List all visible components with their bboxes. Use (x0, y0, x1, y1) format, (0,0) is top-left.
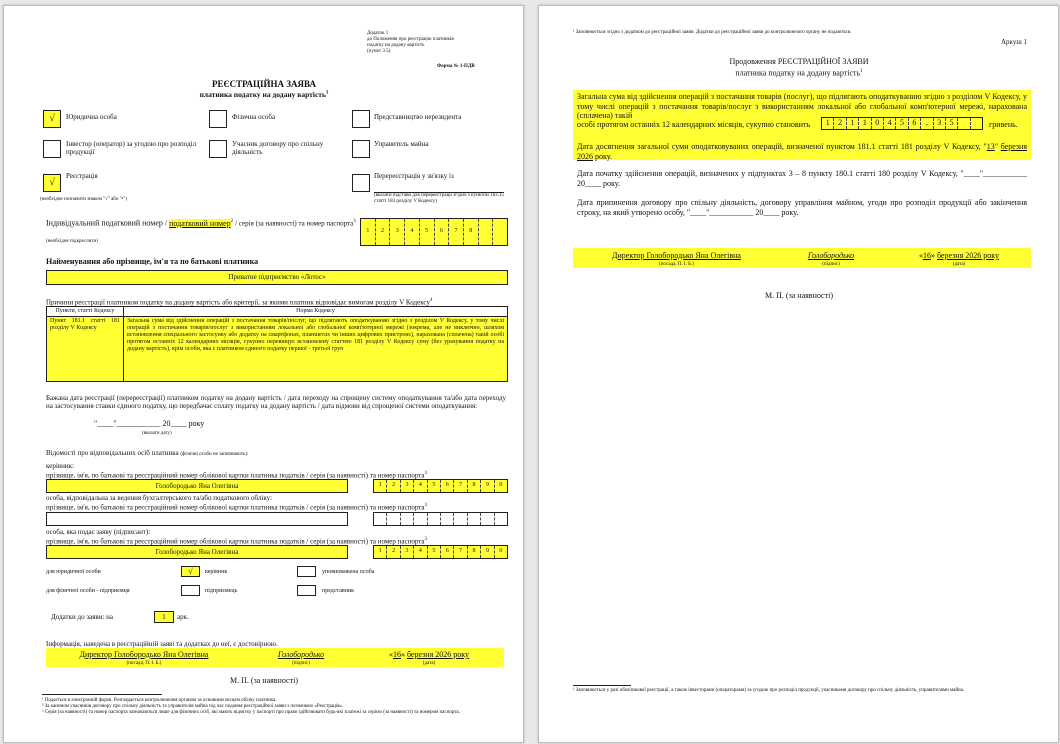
registration-checkbox[interactable]: √ (43, 174, 61, 192)
property-manager-label: Управитель майна (374, 140, 429, 148)
digit-cell[interactable]: 3 (390, 219, 405, 245)
signer-name-field[interactable]: Голобородько Яна Олегівна (46, 545, 348, 559)
digit-cell[interactable]: 4 (405, 219, 420, 245)
digit-cell[interactable]: 2 (387, 480, 400, 492)
continuation-title: Продовження РЕЄСТРАЦІЙНОЇ ЗАЯВИ (729, 57, 869, 66)
digit-cell[interactable] (401, 513, 414, 525)
digit-cell[interactable]: 8 (468, 480, 481, 492)
digit-cell[interactable] (479, 219, 494, 245)
signature[interactable]: Голобородько (277, 650, 325, 659)
continuation-subtitle: платника податку на додану вартість$^1$ (735, 68, 863, 78)
signer-passport-input[interactable] (373, 545, 508, 559)
caption-date-2: (дата) (952, 262, 966, 267)
signature-date-2[interactable]: «16» березня 2026 року (918, 251, 1000, 260)
digit-cell[interactable] (481, 513, 494, 525)
form-title: РЕЄСТРАЦІЙНА ЗАЯВА (212, 79, 316, 89)
cell-articles[interactable]: Пункт 181.1 статті 181 розділу V Кодексу (47, 317, 124, 382)
digit-cell[interactable] (971, 118, 982, 129)
individual-label: Фізична особа (232, 113, 276, 121)
digit-cell[interactable] (958, 118, 970, 129)
form-number: Форма № 1-ПДВ (437, 64, 475, 69)
digit-cell[interactable]: 9 (481, 480, 494, 492)
digit-cell[interactable] (468, 513, 481, 525)
termination-text[interactable]: Дата припинення договору про спільну діяльність, договору управління майном, угоди про розподіл продукції або закінчення строку, на який утворено особу, "____"___________ 20____ року. (577, 198, 1027, 217)
desired-date-input[interactable]: "____"___________ 20____ року (94, 419, 205, 428)
for-legal-label: для юридичної особи (46, 569, 101, 575)
caption-position: (посада, П. І. Б.) (126, 661, 162, 666)
officials-label: Відомості про відповідальних осіб платника (фізичні особи не заповнюють): (46, 449, 249, 457)
reregistration-checkbox[interactable] (352, 174, 370, 192)
investor-checkbox[interactable] (43, 140, 61, 158)
reregistration-label: Перереєстрація у зв'язку із (374, 172, 454, 180)
signer-position-2[interactable]: Директор Голобородько Яна Олегівна (612, 251, 741, 260)
digit-cell[interactable]: 8 (464, 219, 479, 245)
digit-cell[interactable] (387, 513, 400, 525)
accountant-name-field[interactable] (46, 512, 348, 526)
reach-date-text: Дата досягнення загальної суми оподатковуваних операцій, визначеної пунктом 181.1 статті 181 розділу V Кодексу, "13" березня 2026 року. (577, 142, 1028, 161)
digit-cell[interactable]: 2 (387, 546, 400, 558)
registration-label: Реєстрація (66, 172, 98, 180)
digit-cell[interactable]: , (921, 118, 933, 129)
payer-name-field[interactable]: Приватне підприємство «Лотос» (46, 270, 508, 285)
digit-cell[interactable]: 5 (428, 546, 441, 558)
digit-cell[interactable]: 2 (834, 118, 846, 129)
top-note: ¹ Заповнюється згідно з додатком до реєстраційної заяви. Додатки до реєстраційної заяви до контролюючого органу не подаються. (573, 30, 852, 35)
accountant-passport-input[interactable] (373, 512, 508, 526)
footnote-2: ¹ Заповнюється у разі обов'язкової реєстрації, а також інвесторами (операторами) за угодою про розподіл продукції, учасниками договору про спільну діяльність, управителями майна. (573, 688, 965, 693)
digit-cell[interactable]: 0 (872, 118, 884, 129)
digit-cell[interactable] (414, 513, 427, 525)
payer-name-label: Найменування або прізвище, ім'я та по батькові платника (46, 257, 259, 266)
digit-cell[interactable]: 1 (859, 118, 871, 129)
digit-cell[interactable]: 6 (909, 118, 921, 129)
caption-signature: (підпис) (292, 661, 310, 666)
entrepreneur-checkbox[interactable] (181, 585, 200, 596)
digit-cell[interactable]: 1 (374, 480, 387, 492)
desired-date-label: Бажана дата реєстрації (перереєстрації) платником податку на додану вартість / дата переходу на спрощену систему оподаткування та/або дата переходу на застосування ставки єдиного податку, що передбачає сплату податку на додану вартість / дата відмови від спрощеної системи оподаткування: (46, 394, 506, 410)
digit-cell[interactable]: 1 (374, 546, 387, 558)
digit-cell[interactable]: 5 (420, 219, 435, 245)
head-label: керівник: (46, 462, 74, 470)
total-sum-currency: гривень. (989, 120, 1018, 129)
digit-cell[interactable] (441, 513, 454, 525)
col-header-articles: Пункти, статті Кодексу (47, 307, 124, 317)
accountant-label: особа, відповідальна за ведення бухгалтерського та/або податкового обліку: (46, 494, 273, 502)
digit-cell[interactable]: 5 (896, 118, 908, 129)
reregistration-note: (вказати підстави для перереєстрації згідно з пунктом 183.15 статті 183 розділу V Кодексу) (374, 193, 504, 204)
cell-norm[interactable]: Загальна сума від здійснення операцій з постачання товарів/послуг, що підлягають оподаткуванню згідно з розділом V Кодексу, у тому числі операцій з постачання товарів/послуг з використанням локальної або глобальної комп'ютерної мережі (зокрема, але не виключно, шляхом встановлення спеціального застосунку або додатку на смартфонах, планшетах чи інших цифрових пристроях), нарахована (сплачена) такій особі протягом останніх 12 календарних місяців, сукупно перевищує встановлену статтею 181 розділу V Кодексу суму (без урахування податку на додану вартість), крім особи, яка є платником єдиного податку першої - третьої груп (124, 317, 508, 382)
digit-cell[interactable] (454, 513, 467, 525)
digit-cell[interactable]: 4 (884, 118, 896, 129)
tax-id-input[interactable] (360, 218, 508, 246)
for-individual-label: для фізичної особи - підприємця (46, 588, 130, 594)
digit-cell[interactable]: 0 (499, 548, 503, 554)
digit-cell[interactable]: 7 (449, 219, 464, 245)
digit-cell[interactable]: 9 (481, 546, 494, 558)
digit-cell[interactable]: 5 (946, 118, 958, 129)
stamp-placeholder: М. П. (за наявності) (230, 676, 298, 685)
head-role-label: керівник (205, 569, 228, 575)
total-sum-tail: особі протягом останніх 12 календарних місяців, сукупно становить (577, 120, 811, 129)
entrepreneur-label: підприємець (205, 588, 238, 594)
representative-label: представник (322, 588, 355, 594)
digit-cell[interactable]: 3 (401, 546, 414, 558)
authorized-role-checkbox[interactable] (297, 566, 316, 577)
signer-label: особа, яка подає заяву (підписант): (46, 528, 151, 536)
digit-cell[interactable]: 3 (934, 118, 946, 129)
digit-cell[interactable]: 1 (822, 118, 834, 129)
head-name-field[interactable]: Голобородько Яна Олегівна (46, 479, 348, 493)
digit-cell[interactable]: 3 (401, 480, 414, 492)
desired-date-note: (вказати дату) (142, 431, 172, 436)
check-instruction: (необхідне позначити знаком "√" або "•") (40, 197, 128, 202)
footnote-divider-2 (573, 685, 631, 686)
individual-checkbox[interactable] (209, 110, 227, 128)
footnotes: ¹ Подається в електронній формі. Розглядається контролюючим органом за основним місцем обліку платника. ² За канином учасників договору про спільну діяльність та управителів майна під час подання реєстраційної заяви з позначкою «Реєстрація». ³ Серія (за наявності) та номер паспорта зазначаються лише для фізичних осіб, які мають відмітку у паспорті про право здійснювати будь-які платежі за серією (за наявності) та номером паспорта. (42, 698, 460, 715)
digit-cell[interactable]: 8 (468, 546, 481, 558)
form-subtitle: платника податку на додану вартість$^1$ (199, 90, 329, 99)
digit-cell[interactable]: 5 (428, 480, 441, 492)
reliability-statement: Інформація, наведена в реєстраційній заяві та додатках до неї, є достовірною. (46, 640, 278, 648)
signer-row-label: прізвище, ім'я, по батькові та реєстраційний номер облікової картки платника податків / серія (за наявності) та номер паспорта$^3$ (46, 537, 428, 546)
stamp-placeholder-2: М. П. (за наявності) (765, 291, 833, 300)
digit-cell[interactable]: 2 (376, 219, 391, 245)
tax-id-note: (необхідне підкреслити) (46, 239, 98, 244)
operations-start-text[interactable]: Дата початку здійснення операцій, визначених у підпунктах 3 – 8 пункту 180.1 статті 180 розділу V Кодексу, "____"___________ 20____ року. (577, 169, 1027, 188)
nonresident-label: Представництво нерезидента (374, 113, 462, 121)
total-sum-input[interactable] (821, 117, 983, 130)
digit-cell[interactable]: 1 (361, 219, 376, 245)
total-sum-text: Загальна сума від здійснення операцій з постачання товарів (послуг), що підлягають оподаткуванню згідно з розділом V Кодексу, у тому числі операцій з постачання товарів/послуг з використанням локальної або глобальної комп'ютерної мережі, нарахована (сплачена) такій (577, 92, 1027, 120)
head-passport-input[interactable] (373, 479, 508, 493)
caption-date: (дата) (422, 661, 436, 666)
caption-signature-2: (підпис) (822, 262, 840, 267)
digit-cell[interactable] (493, 219, 507, 245)
digit-cell[interactable]: 6 (441, 480, 454, 492)
digit-cell[interactable]: 7 (454, 546, 467, 558)
form-page-2 (538, 5, 1059, 743)
accountant-row-label: прізвище, ім'я, по батькові та реєстраційний номер облікової картки платника податків / серія (за наявності) та номер паспорта$^3$ (46, 503, 428, 512)
appendix-reference: Додаток 1 до Положення про реєстрацію платників податку на додану вартість (пункт 3.5) (367, 31, 454, 54)
attachments-count[interactable]: 1 (154, 611, 174, 623)
footnote-divider (42, 694, 162, 695)
digit-cell[interactable]: 4 (414, 480, 427, 492)
nonresident-checkbox[interactable] (352, 110, 370, 128)
signer-position[interactable]: Директор Голобородько Яна Олегівна (79, 650, 209, 659)
form-page-1 (3, 5, 524, 743)
legal-entity-checkbox[interactable]: √ (43, 110, 61, 128)
head-role-checkbox[interactable]: √ (181, 566, 200, 577)
code-norm-table (46, 306, 508, 382)
representative-checkbox[interactable] (297, 585, 316, 596)
head-row-label: прізвище, ім'я, по батькові та реєстраційний номер облікової картки платника податків / серія (за наявності) та номер паспорта$^3$ (46, 471, 428, 480)
digit-cell[interactable] (428, 513, 441, 525)
digit-cell[interactable]: 4 (414, 546, 427, 558)
tax-id-label: Індивідуальний податковий номер / податковий номер$^2$ / серія (за наявності) та номер паспорта$^3$ (46, 218, 356, 228)
joint-activity-checkbox[interactable] (209, 140, 227, 158)
digit-cell[interactable]: 6 (441, 546, 454, 558)
digit-cell[interactable]: 7 (454, 480, 467, 492)
property-manager-checkbox[interactable] (352, 140, 370, 158)
attachments-unit: арк. (177, 613, 189, 621)
legal-entity-label: Юридична особа (66, 113, 117, 121)
digit-cell[interactable]: 6 (435, 219, 450, 245)
digit-cell[interactable]: 1 (847, 118, 859, 129)
signature-2[interactable]: Голобородько (807, 251, 855, 260)
caption-position-2: (посада, П. І. Б.) (659, 262, 694, 267)
digit-cell[interactable] (374, 513, 387, 525)
attachments-label: Додатки до заяви: на (51, 613, 114, 621)
joint-activity-label: Учасник договору про спільну діяльність (232, 140, 324, 156)
digit-cell[interactable] (495, 513, 507, 525)
sheet-number: Аркуш 1 (1001, 38, 1027, 46)
col-header-norm: Норма Кодексу (124, 307, 508, 317)
digit-cell[interactable]: 0 (499, 482, 503, 488)
investor-label: Інвестор (оператор) за угодою про розподіл продукції (66, 140, 197, 156)
reasons-label: Причини реєстрації платником податку на додану вартість або критерії, за якими платник відповідає вимогам розділу V Кодексу$^4$ (46, 298, 433, 307)
signature-date[interactable]: «16» березня 2026 року (388, 650, 470, 659)
authorized-role-label: уповноважена особа (322, 569, 375, 575)
